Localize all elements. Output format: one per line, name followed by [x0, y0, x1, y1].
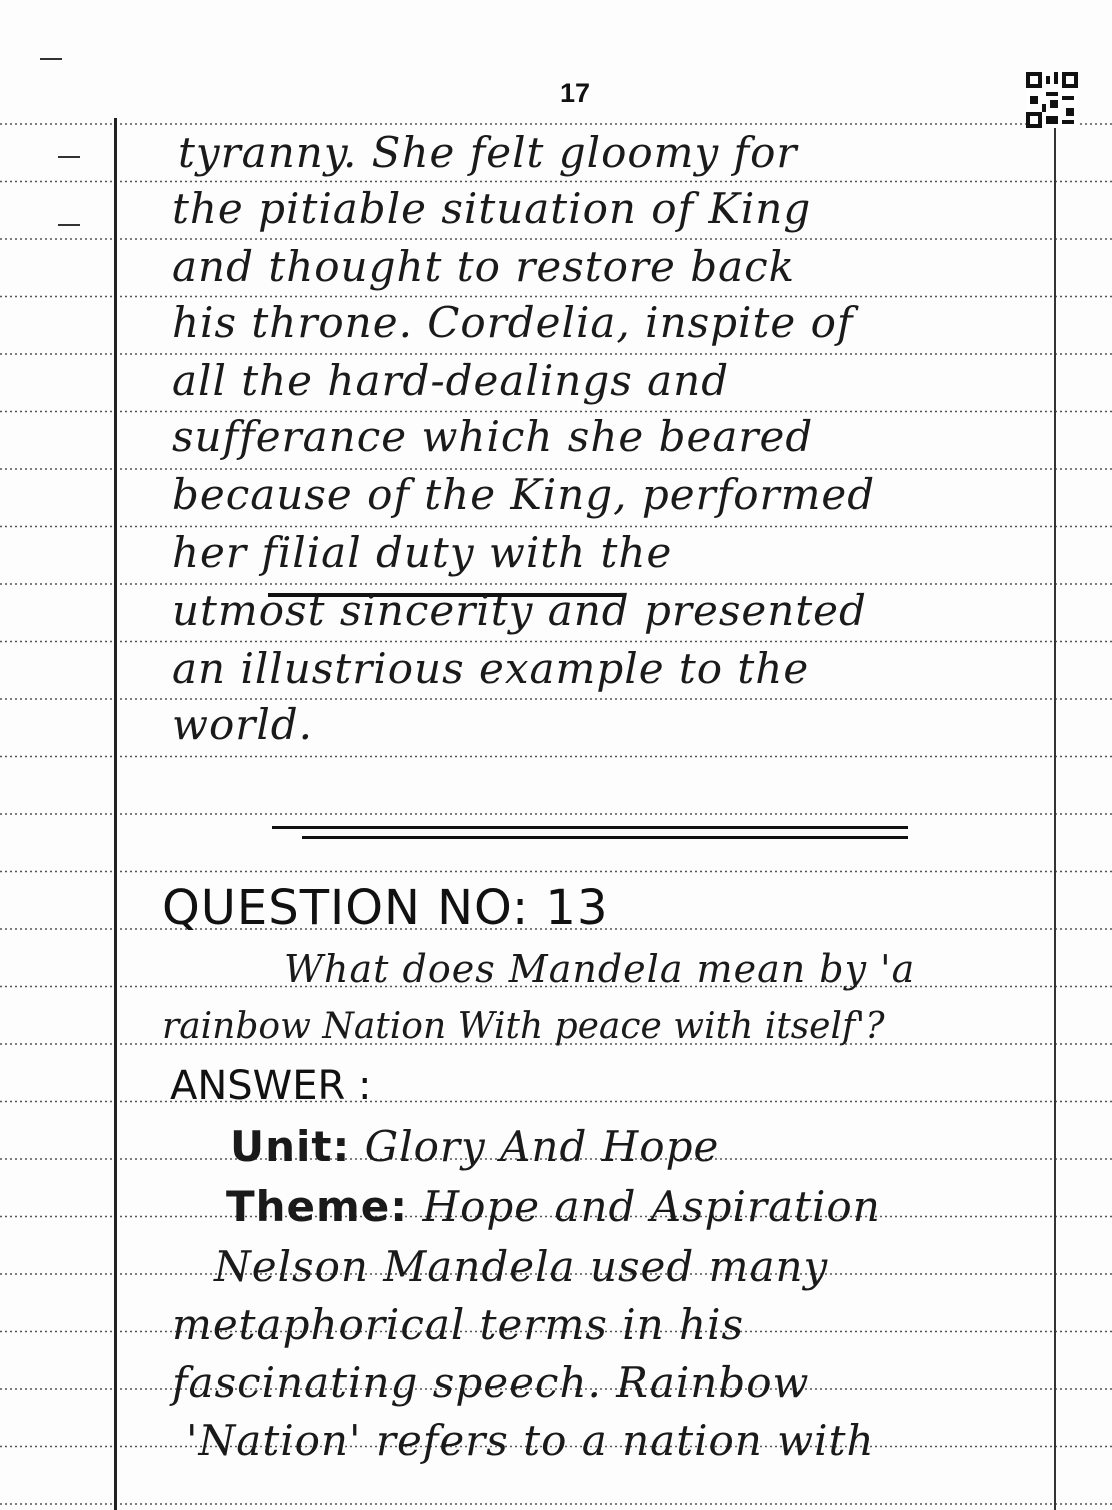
answer-body-line: 'Nation' refers to a nation with [186, 1416, 875, 1465]
question-text: What does Mandela mean by 'a [284, 947, 916, 991]
question-text: rainbow Nation With peace with itself'? [162, 1006, 885, 1047]
answer-line: utmost sincerity and presented [172, 586, 867, 635]
theme-label: Theme: [226, 1182, 409, 1231]
unit-value: Glory And Hope [364, 1122, 720, 1171]
theme-value: Hope and Aspiration [422, 1182, 881, 1231]
unit-label: Unit: [230, 1122, 351, 1171]
answer-title: ANSWER : [170, 1063, 372, 1109]
answer-line: and thought to restore back [172, 242, 796, 291]
left-margin-line [114, 118, 117, 1510]
answer-line: world. [172, 700, 313, 749]
right-margin-line [1054, 118, 1056, 1510]
answer-line: tyranny. She felt gloomy for [178, 128, 798, 177]
section-divider [302, 836, 908, 839]
theme-row [226, 1184, 881, 1230]
answer-body-line: metaphorical terms in his [172, 1300, 745, 1349]
answer-line: his throne. Cordelia, inspite of [172, 298, 854, 347]
question-title: QUESTION NO: 13 [162, 880, 609, 936]
answer-line: the pitiable situation of King [172, 184, 812, 233]
answer-line: an illustrious example to the [172, 644, 810, 693]
stray-mark [58, 224, 80, 226]
unit-row [230, 1124, 719, 1170]
page-number: 17 [560, 78, 591, 108]
answer-line: sufferance which she beared [172, 412, 814, 461]
qr-code-icon [1026, 72, 1078, 128]
stray-mark [58, 156, 80, 158]
answer-body-line: Nelson Mandela used many [214, 1242, 829, 1291]
answer-line: all the hard-dealings and [172, 356, 730, 405]
section-divider [272, 826, 908, 829]
stray-mark [40, 58, 62, 60]
answer-line: her filial duty with the [172, 528, 673, 577]
answer-line: because of the King, performed [172, 470, 876, 519]
answer-body-line: fascinating speech. Rainbow [172, 1358, 810, 1407]
